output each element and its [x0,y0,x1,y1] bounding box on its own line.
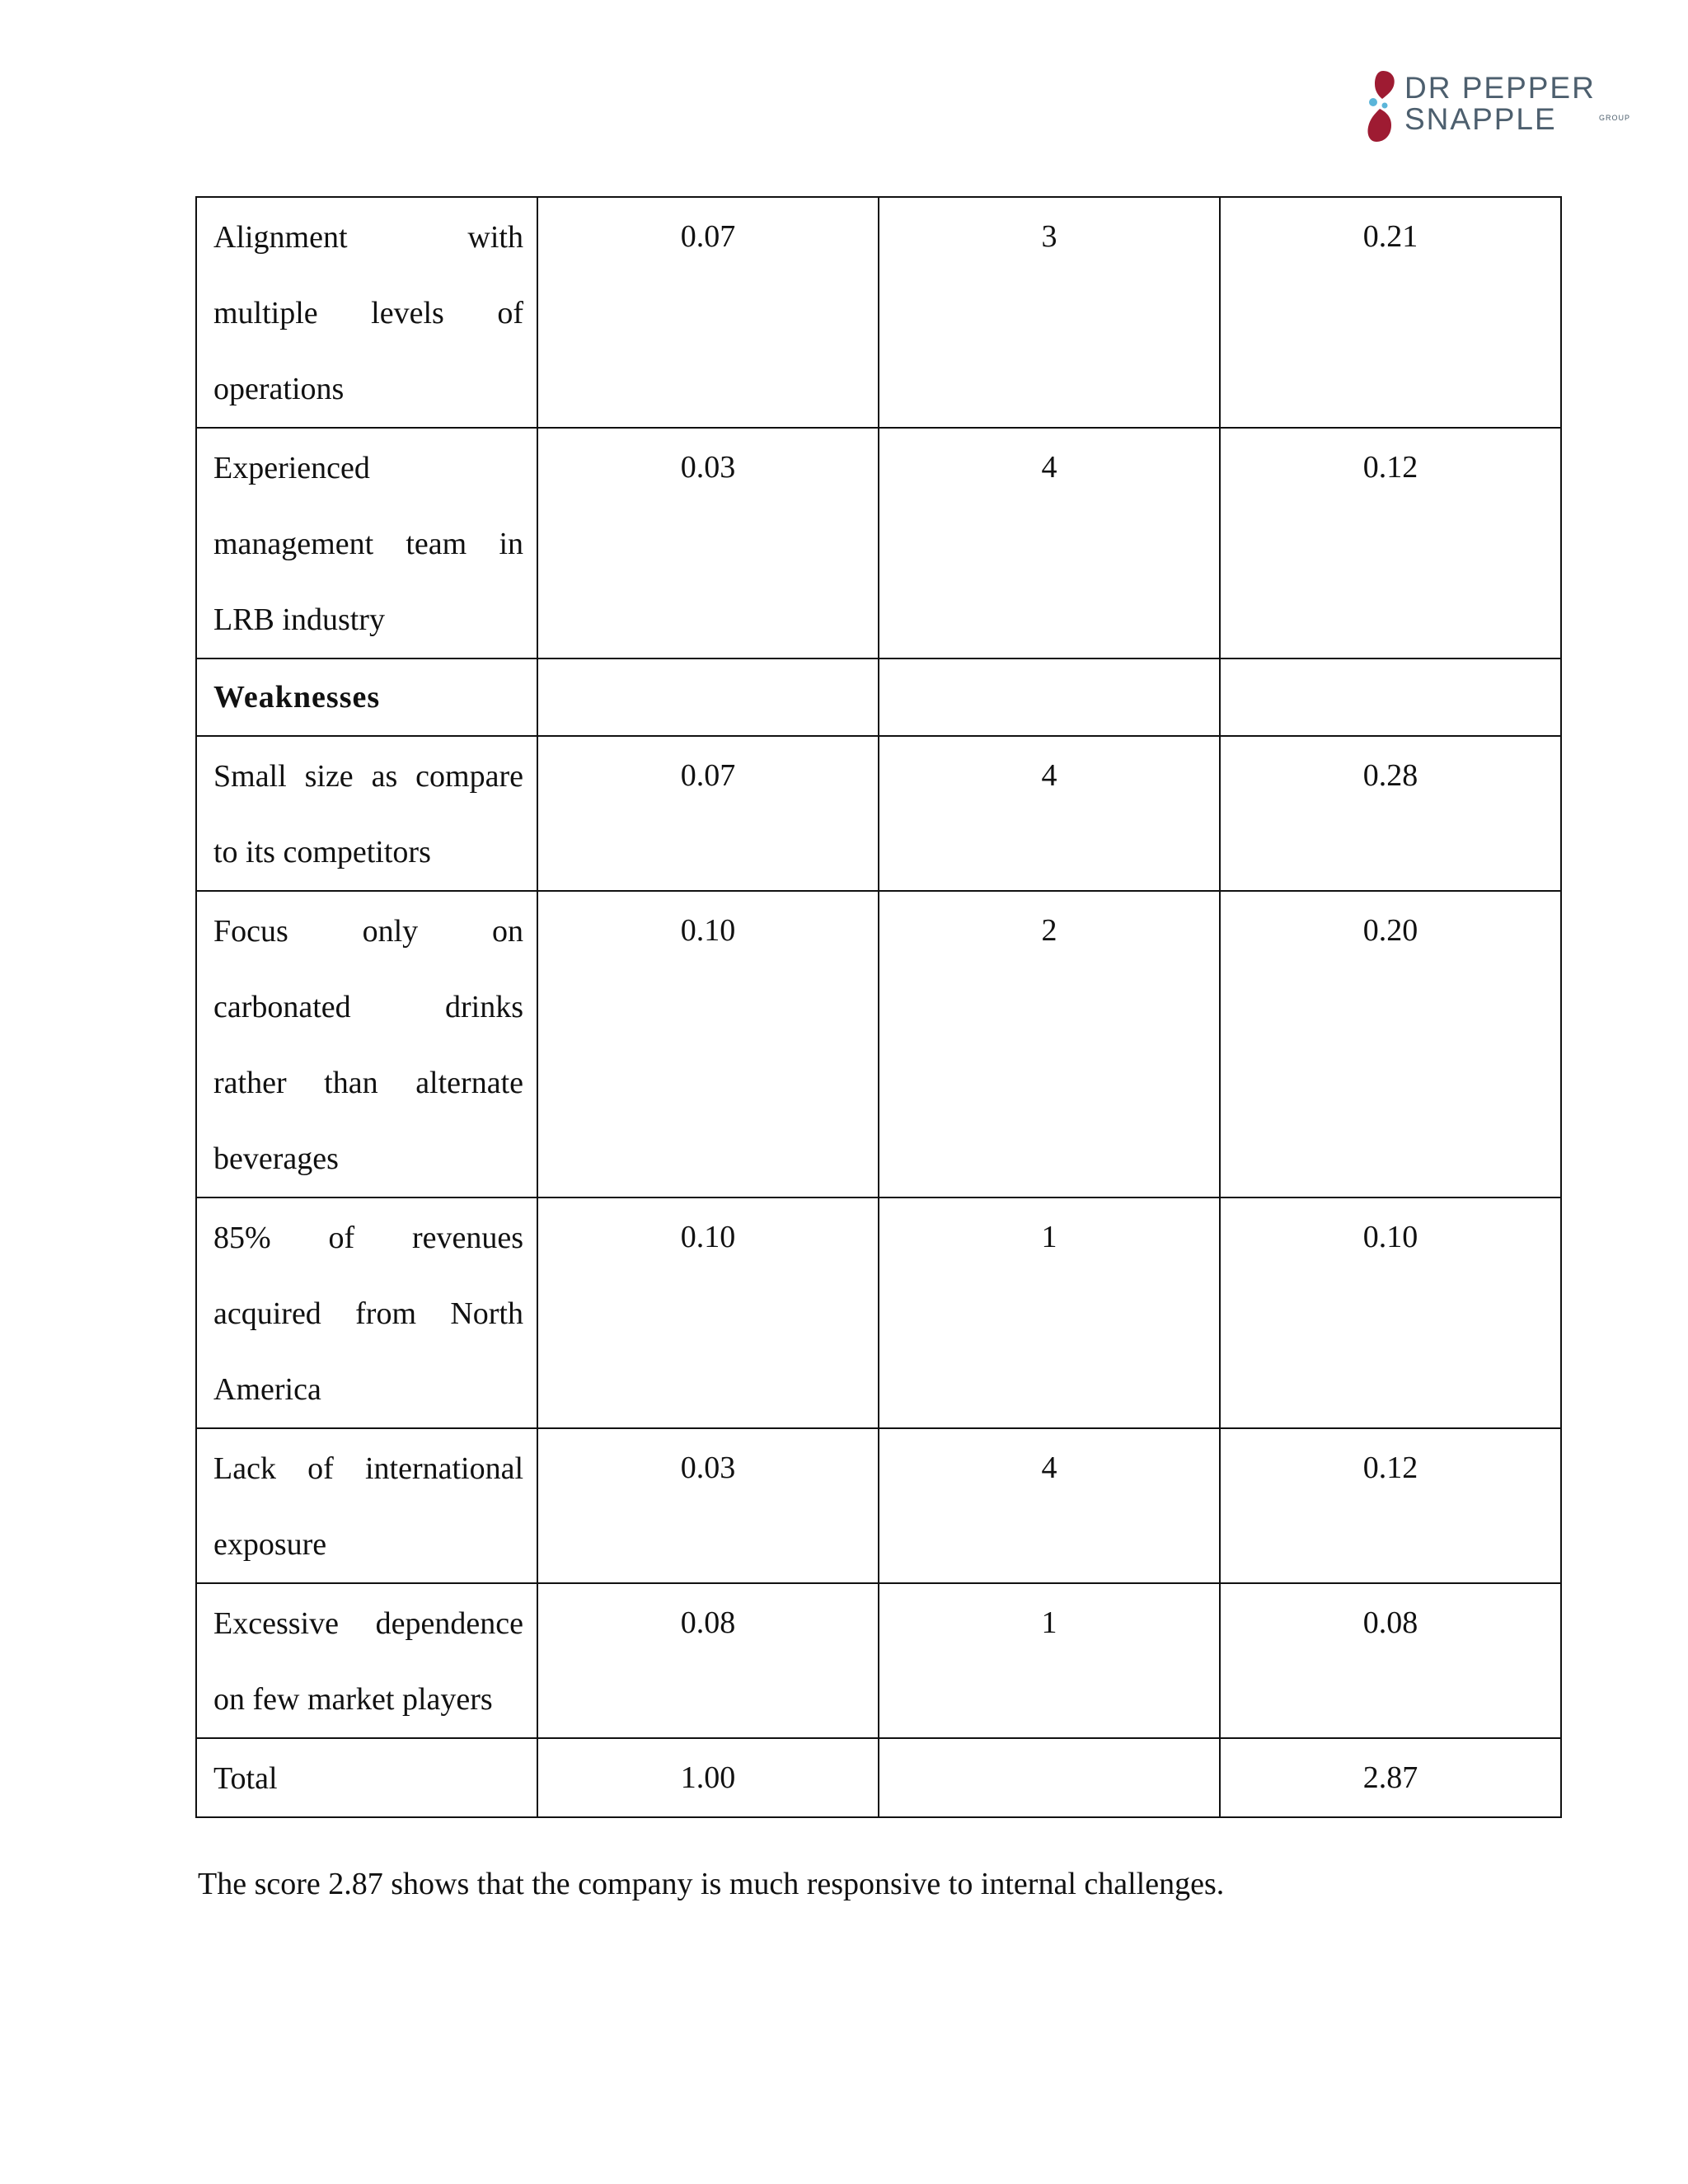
factor-line: Lack of international [213,1451,523,1486]
table-row [196,1197,1561,1428]
logo-line-1: DR PEPPER [1404,71,1596,105]
total-label: Total [196,1738,537,1817]
logo-group-label: GROUP [1599,114,1631,122]
table-row [196,1428,1561,1583]
score-cell: 2.87 [1220,1738,1561,1817]
factor-cell [196,1428,537,1583]
weight-cell [537,658,879,736]
score-cell: 0.21 [1220,197,1561,428]
rating-cell: 2 [879,891,1220,1197]
factor-line: Alignment with [213,220,523,255]
factor-line: multiple levels of [213,296,523,330]
factor-cell [196,1197,537,1428]
table-row [196,1583,1561,1738]
score-cell: 0.08 [1220,1583,1561,1738]
section-label: Weaknesses [196,658,537,736]
factor-line: acquired from North [213,1296,523,1331]
weight-cell: 0.10 [537,891,879,1197]
rating-cell [879,1738,1220,1817]
factor-line: beverages [213,1141,339,1176]
table-row [196,891,1561,1197]
factor-cell [196,891,537,1197]
rating-cell: 4 [879,428,1220,658]
factor-line: management team in [213,527,523,561]
factor-cell [196,197,537,428]
rating-cell: 3 [879,197,1220,428]
table-body [196,197,1561,1817]
factor-cell [196,736,537,891]
weight-cell: 0.07 [537,197,879,428]
score-cell [1220,658,1561,736]
factor-line: LRB industry [213,602,385,637]
logo-wordmark [1404,71,1631,136]
factor-line: Excessive dependence [213,1606,523,1641]
weight-cell: 0.07 [537,736,879,891]
score-cell: 0.20 [1220,891,1561,1197]
factor-line: 85% of revenues [213,1221,523,1255]
score-cell: 0.12 [1220,1428,1561,1583]
table-row [196,428,1561,658]
table-row [196,197,1561,428]
logo-line-2: SNAPPLE [1404,102,1557,136]
total-row [196,1738,1561,1817]
weight-cell: 1.00 [537,1738,879,1817]
score-cell: 0.10 [1220,1197,1561,1428]
rating-cell: 4 [879,1428,1220,1583]
rating-cell: 4 [879,736,1220,891]
rating-cell: 1 [879,1583,1220,1738]
logo-mark-icon [1367,69,1404,143]
conclusion-text: The score 2.87 shows that the company is much responsive to internal challenges. [198,1867,1225,1901]
section-row [196,658,1561,736]
factor-line: carbonated drinks [213,990,523,1024]
company-logo [1367,69,1639,143]
weight-cell: 0.03 [537,428,879,658]
efe-matrix-table [195,196,1562,1818]
factor-line: rather than alternate [213,1066,523,1100]
factor-line: America [213,1372,321,1407]
score-cell: 0.12 [1220,428,1561,658]
score-cell: 0.28 [1220,736,1561,891]
factor-line: on few market players [213,1682,493,1717]
weight-cell: 0.10 [537,1197,879,1428]
weight-cell: 0.08 [537,1583,879,1738]
factor-cell [196,1583,537,1738]
factor-line: Focus only on [213,914,523,949]
table-row [196,736,1561,891]
weight-cell: 0.03 [537,1428,879,1583]
factor-line: Experienced [213,451,370,485]
rating-cell [879,658,1220,736]
factor-line: Small size as compare [213,759,523,794]
factor-line: exposure [213,1527,327,1562]
rating-cell: 1 [879,1197,1220,1428]
factor-line: operations [213,372,345,406]
factor-line: to its competitors [213,835,431,869]
factor-cell [196,428,537,658]
